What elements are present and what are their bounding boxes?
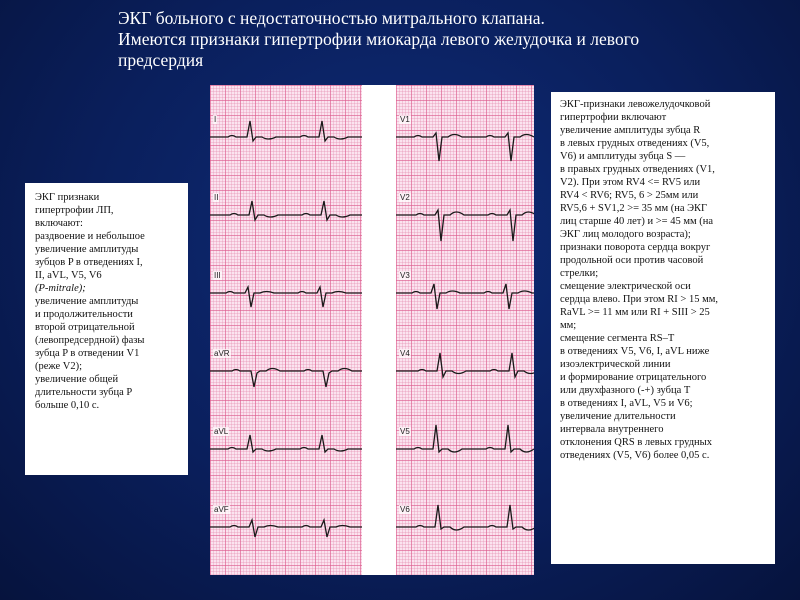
- la-line: зубца P в отведении V1: [35, 348, 140, 359]
- la-line: включают:: [35, 218, 83, 229]
- la-line: (P-mitrale);: [35, 283, 86, 294]
- ecg-trace-v3: [396, 284, 534, 309]
- ecg-trace-v2: [396, 210, 534, 241]
- ecg-trace-v5: [396, 425, 534, 452]
- lead-label: II: [214, 193, 219, 202]
- lead-label: aVF: [214, 505, 229, 514]
- la-line: второй отрицательной: [35, 322, 135, 333]
- la-line: раздвоение и небольшое: [35, 231, 145, 242]
- la-line: больше 0,10 с.: [35, 400, 100, 411]
- ecg-limb-leads-strip: [210, 85, 362, 575]
- lv-line: RV4 < RV6; RV5, 6 > 25мм или: [560, 190, 699, 201]
- lv-line: изоэлектрической линии: [560, 359, 671, 370]
- lv-line: гипертрофии включают: [560, 112, 667, 123]
- lead-label: V1: [400, 115, 410, 124]
- ecg-trace-v1: [396, 133, 534, 161]
- lv-line: мм;: [560, 320, 577, 331]
- lv-line: лиц старше 40 лет) и >= 45 мм (на: [560, 216, 714, 227]
- lv-line: в отведениях V5, V6, I, aVL ниже: [560, 346, 710, 357]
- lv-line: увеличение амплитуды зубца R: [560, 125, 701, 136]
- lv-line: в отведениях I, aVL, V5 и V6;: [560, 398, 693, 409]
- la-line: гипертрофии ЛП,: [35, 205, 114, 216]
- lead-label: V3: [400, 271, 410, 280]
- la-line: увеличение общей: [35, 374, 119, 385]
- lv-line: V6) и амплитуды зубца S —: [560, 151, 686, 162]
- lv-line: смещение сегмента RS–T: [560, 333, 675, 344]
- la-line: ЭКГ признаки: [35, 192, 100, 203]
- ecg-image: [210, 85, 534, 575]
- lv-line: ЭКГ лиц молодого возраста);: [560, 229, 691, 240]
- ecg-trace-avl: [210, 435, 362, 452]
- la-line: увеличение амплитуды: [35, 296, 139, 307]
- lv-line: отклонения QRS в левых грудных: [560, 437, 712, 448]
- lead-label: aVL: [214, 427, 229, 436]
- lv-line: отведениях (V5, V6) более 0,05 с.: [560, 450, 710, 461]
- la-line: II, aVL, V5, V6: [35, 270, 102, 281]
- ecg-trace-v6: [396, 505, 534, 530]
- lv-line: признаки поворота сердца вокруг: [560, 242, 711, 253]
- lv-line: смещение электрической оси: [560, 281, 691, 292]
- lead-label: V6: [400, 505, 410, 514]
- title-line-3: предсердия: [118, 50, 204, 70]
- lead-label: aVR: [214, 349, 230, 358]
- lv-line: сердца влево. При этом RI > 15 мм,: [560, 294, 718, 305]
- ecg-limb-leads-trace: [210, 85, 362, 575]
- lv-line: увеличение длительности: [560, 411, 676, 422]
- title-line-2: Имеются признаки гипертрофии миокарда левого желудочка и левого: [118, 29, 640, 49]
- ecg-trace-iii: [210, 287, 362, 307]
- lv-line: стрелки;: [560, 268, 599, 279]
- ecg-trace-avr: [210, 369, 362, 388]
- ecg-trace-ii: [210, 201, 362, 220]
- lv-line: интервала внутреннего: [560, 424, 664, 435]
- ecg-chest-leads-trace: [396, 85, 534, 575]
- lv-line: и формирование отрицательного: [560, 372, 707, 383]
- ecg-trace-v4: [396, 353, 534, 377]
- lead-label: V4: [400, 349, 410, 358]
- left-ventricle-criteria-box: [551, 92, 775, 564]
- la-line: длительности зубца P: [35, 387, 133, 398]
- title-line-1: ЭКГ больного с недостаточностью митрального клапана.: [118, 8, 545, 28]
- lv-line: V2). При этом RV4 <= RV5 или: [560, 177, 701, 188]
- la-line: увеличение амплитуды: [35, 244, 139, 255]
- lv-line: продольной оси против часовой: [560, 255, 704, 266]
- ecg-chest-leads-strip: [396, 85, 534, 575]
- lead-label: V2: [400, 193, 410, 202]
- lv-line: RaVL >= 11 мм или RI + SIII > 25: [560, 307, 710, 318]
- lv-line: или двухфазного (-+) зубца T: [560, 385, 691, 396]
- lv-line: RV5,6 + SV1,2 >= 35 мм (на ЭКГ: [560, 203, 708, 214]
- ecg-trace-avf: [210, 520, 362, 537]
- lv-line: ЭКГ-признаки левожелудочковой: [560, 99, 711, 110]
- la-line: и продолжительности: [35, 309, 133, 320]
- lead-label: V5: [400, 427, 410, 436]
- slide-title: [118, 8, 758, 71]
- lv-line: в правых грудных отведениях (V1,: [560, 164, 715, 175]
- la-line: зубцов P в отведениях I,: [35, 257, 143, 268]
- ecg-trace-i: [210, 121, 362, 141]
- lead-label: I: [214, 115, 217, 124]
- lead-label: III: [214, 271, 221, 280]
- la-line: (реже V2);: [35, 361, 83, 372]
- la-line: (левопредсердной) фазы: [35, 335, 145, 346]
- left-atrium-criteria-box: [25, 183, 188, 475]
- lv-line: в левых грудных отведениях (V5,: [560, 138, 710, 149]
